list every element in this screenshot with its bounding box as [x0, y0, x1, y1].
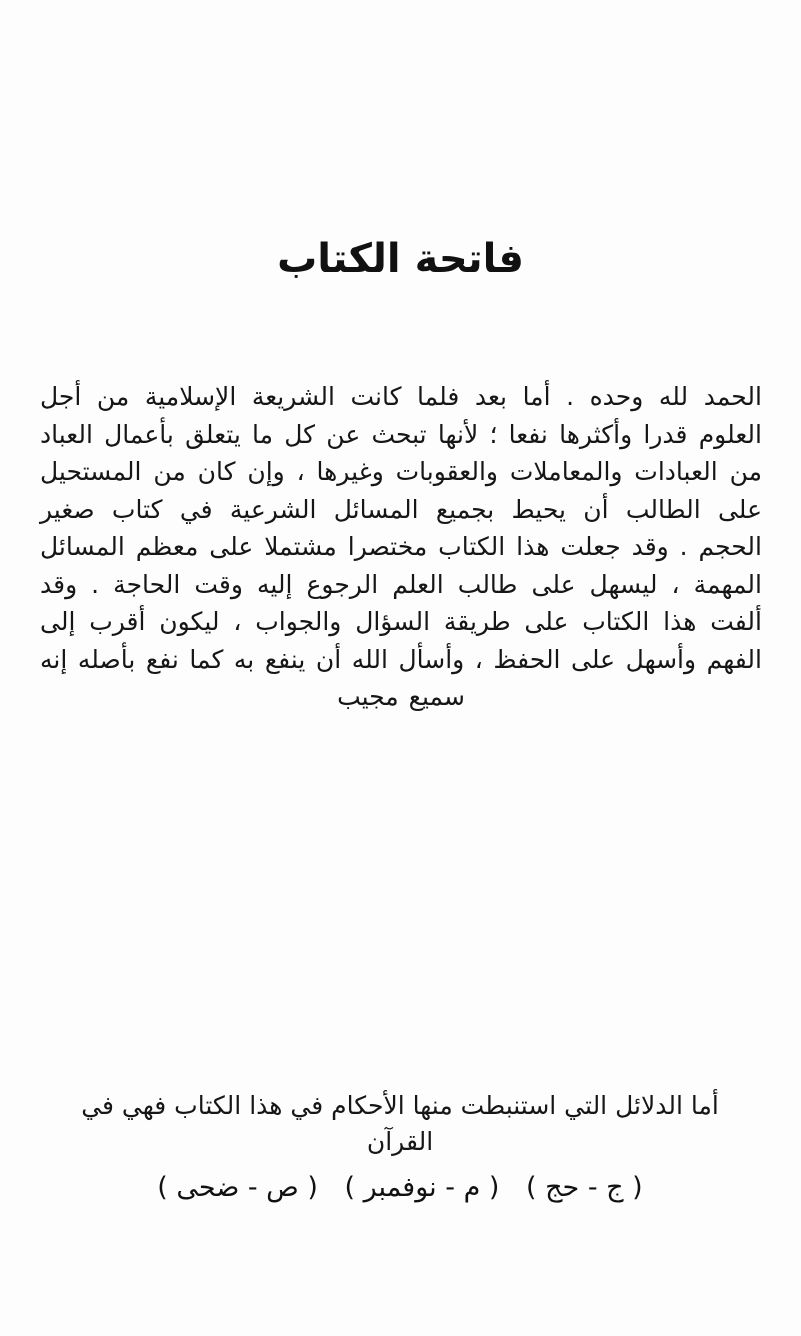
abbreviations-line — [60, 1168, 740, 1208]
closing-line: أما الدلائل التي استنبطت منها الأحكام في هذا الكتاب فهي في القرآن — [81, 1091, 719, 1156]
page-title: فاتحة الكتاب — [277, 236, 524, 282]
body-paragraph: الحمد لله وحده . أما بعد فلما كانت الشريعة الإسلامية من أجل العلوم قدرا وأكثرها نفعا ؛ لأنها تبحث عن كل ما يتعلق بأعمال العباد من العبادات والمعاملات والعقوبات وغيرها ، وإن كان من المستحيل على الطالب أن يحيط بجميع المسائل الشرعية في كتاب صغير الحجم . وقد جعلت هذا الكتاب مختصرا مشتملا على معظم المسائل المهمة ، ليسهل على طالب العلم الرجوع إليه وقت الحاجة . وقد ألفت هذا الكتاب على طريقة السؤال والجواب ، ليكون أقرب إلى الفهم وأسهل على الحفظ ، وأسأل الله أن ينفع به كما نفع بأصله إنه سميع مجيب — [40, 382, 762, 711]
abbreviation-item: ( م - نوفمبر ) — [344, 1172, 500, 1203]
abbreviation-item: ( ص - ضحى ) — [157, 1172, 318, 1203]
abbreviation-item: ( ج - حج ) — [526, 1172, 643, 1203]
